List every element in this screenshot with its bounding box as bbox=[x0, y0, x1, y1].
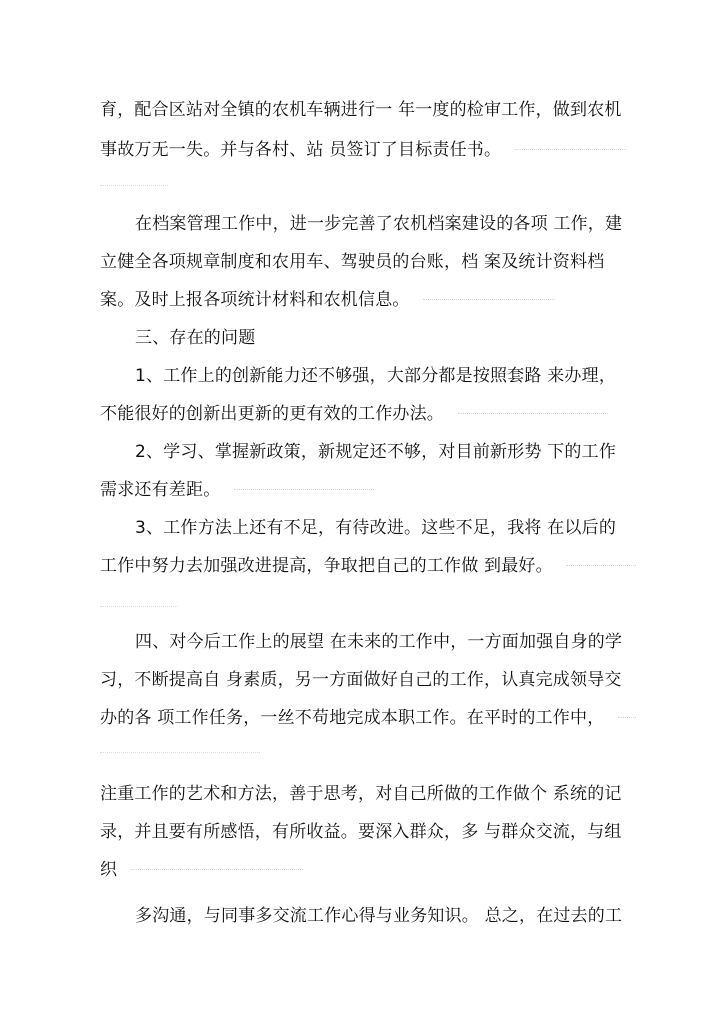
text-line-content: 办的各 项工作任务，一丝不苟地完成本职工作。在平时的工作中， bbox=[100, 708, 605, 728]
text-line bbox=[0, 320, 720, 356]
text-line-content: 需求还有差距。 bbox=[100, 480, 221, 500]
scan-artifact bbox=[458, 413, 608, 415]
text-line bbox=[0, 852, 720, 888]
text-line bbox=[0, 624, 720, 660]
section-heading: 四、对今后工作上的展望 在未来的工作中，一方面加强自身的学 bbox=[135, 632, 623, 652]
text-line bbox=[0, 814, 720, 850]
text-line-content: 在档案管理工作中，进一步完善了农机档案建设的各项 工作，建 bbox=[135, 214, 623, 234]
text-line-content: 育，配合区站对全镇的农机车辆进行一 年一度的检审工作，做到农机 bbox=[100, 100, 622, 120]
text-line bbox=[0, 244, 720, 280]
text-line-content: 录，并且要有所感悟，有所收益。要深入群众，多 与群众交流，与组 bbox=[100, 822, 622, 842]
text-line bbox=[0, 472, 720, 508]
text-line-content: 织 bbox=[100, 860, 118, 880]
text-line-content: 立健全各项规章制度和农用车、驾驶员的台账，档 案及统计资料档 bbox=[100, 252, 605, 272]
text-line-content: 不能很好的创新出更新的更有效的工作办法。 bbox=[100, 404, 444, 424]
text-line-content: 多沟通，与同事多交流工作心得与业务知识。 总之，在过去的工 bbox=[135, 906, 623, 926]
scan-artifact bbox=[515, 149, 627, 151]
text-line-content: 1、工作上的创新能力还不够强，大部分都是按照套路 来办理， bbox=[135, 366, 617, 386]
text-line bbox=[0, 662, 720, 698]
text-line bbox=[0, 206, 720, 242]
text-line bbox=[0, 510, 720, 546]
scan-artifact bbox=[100, 606, 178, 608]
text-line bbox=[0, 92, 720, 128]
text-line bbox=[0, 776, 720, 812]
text-line-content: 习，不断提高自 身素质，另一方面做好自己的工作，认真完成领导交 bbox=[100, 670, 622, 690]
text-line bbox=[0, 358, 720, 394]
scan-artifact bbox=[131, 869, 303, 871]
scan-artifact bbox=[423, 299, 555, 301]
text-line-content: 案。及时上报各项统计材料和农机信息。 bbox=[100, 290, 410, 310]
text-line-content: 事故万无一失。并与各村、站 员签订了目标责任书。 bbox=[100, 140, 502, 160]
text-line bbox=[0, 434, 720, 470]
scan-artifact bbox=[234, 489, 374, 491]
text-line bbox=[0, 132, 720, 168]
scan-artifact bbox=[566, 565, 636, 567]
text-line-content: 3、工作方法上还有不足，有待改进。这些不足，我将 在以后的 bbox=[135, 518, 617, 538]
scan-artifact bbox=[100, 752, 260, 754]
section-heading: 三、存在的问题 bbox=[135, 328, 256, 348]
text-line bbox=[0, 396, 720, 432]
text-line bbox=[0, 700, 720, 736]
text-line bbox=[0, 898, 720, 934]
text-line-content: 2、学习、掌握新政策，新规定还不够，对目前新形势 下的工作 bbox=[135, 442, 617, 462]
scan-artifact bbox=[100, 185, 168, 187]
text-line-content: 注重工作的艺术和方法，善于思考，对自己所做的工作做个 系统的记 bbox=[100, 784, 622, 804]
scan-artifact bbox=[618, 717, 636, 719]
text-line-content: 工作中努力去加强改进提高，争取把自己的工作做 到最好。 bbox=[100, 556, 553, 576]
text-line bbox=[0, 282, 720, 318]
text-line bbox=[0, 548, 720, 584]
